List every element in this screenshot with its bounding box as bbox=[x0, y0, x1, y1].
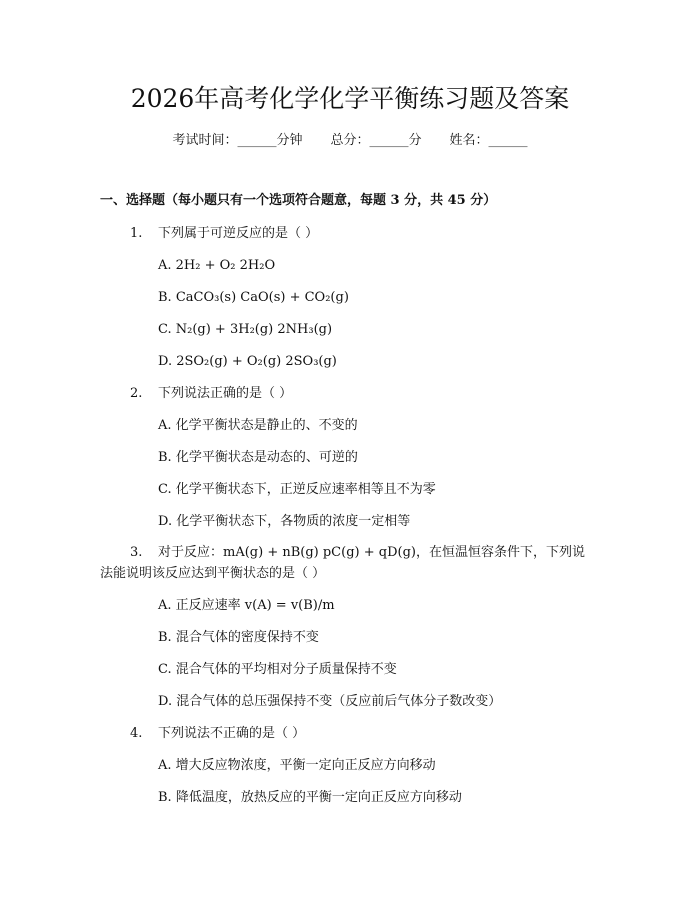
question-stem: 下列属于可逆反应的是（ ） bbox=[158, 226, 319, 241]
question-number: 1. bbox=[130, 226, 143, 241]
option-text: C. 化学平衡状态下，正逆反应速率相等且不为零 bbox=[158, 482, 436, 497]
option-text: D. 混合气体的总压强保持不变（反应前后气体分子数改变） bbox=[158, 694, 502, 709]
student-name-field: 姓名：______ bbox=[449, 133, 528, 148]
option-text: A. 增大反应物浓度，平衡一定向正反应方向移动 bbox=[158, 758, 436, 773]
option-text: B. 化学平衡状态是动态的、可逆的 bbox=[158, 450, 358, 465]
total-score-field: 总分：______分 bbox=[330, 133, 422, 148]
exam-time-field: 考试时间：______分钟 bbox=[172, 133, 303, 148]
question-number: 2. bbox=[130, 386, 143, 401]
question-stem: 对于反应：mA(g) + nB(g) pC(g) + qD(g)，在恒温恒容条件下，下列说 bbox=[158, 545, 585, 560]
exam-info bbox=[0, 131, 700, 151]
section-heading: 一、选择题（每小题只有一个选项符合题意，每题 3 分，共 45 分） bbox=[100, 193, 497, 208]
option-text: A. 化学平衡状态是静止的、不变的 bbox=[158, 418, 358, 433]
option-text: B. 降低温度，放热反应的平衡一定向正反应方向移动 bbox=[158, 790, 462, 805]
question-number: 3. bbox=[130, 545, 143, 560]
page-title: 2026年高考化学化学平衡练习题及答案 bbox=[130, 84, 570, 113]
option-text: B. CaCO₃(s) CaO(s) + CO₂(g) bbox=[158, 290, 349, 305]
option-text: C. N₂(g) + 3H₂(g) 2NH₃(g) bbox=[158, 322, 333, 337]
option-text: D. 2SO₂(g) + O₂(g) 2SO₃(g) bbox=[158, 354, 337, 369]
question-number: 4. bbox=[130, 726, 143, 741]
option-text: C. 混合气体的平均相对分子质量保持不变 bbox=[158, 662, 397, 677]
option-text: B. 混合气体的密度保持不变 bbox=[158, 630, 319, 645]
question-stem-continued: 法能说明该反应达到平衡状态的是（ ） bbox=[100, 566, 326, 581]
option-text: D. 化学平衡状态下，各物质的浓度一定相等 bbox=[158, 514, 411, 529]
option-text: A. 正反应速率 v(A) = v(B)/m bbox=[158, 598, 335, 613]
question-stem: 下列说法不正确的是（ ） bbox=[158, 726, 306, 741]
option-text: A. 2H₂ + O₂ 2H₂O bbox=[158, 258, 276, 273]
question-stem: 下列说法正确的是（ ） bbox=[158, 386, 293, 401]
